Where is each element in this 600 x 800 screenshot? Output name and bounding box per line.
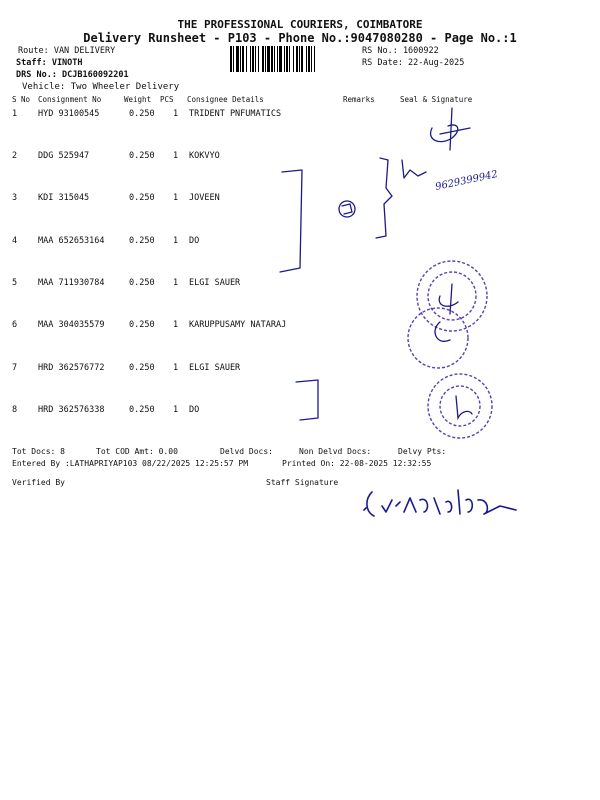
row-consignment: DDG 525947 [38, 151, 90, 161]
col-sno: S No [12, 95, 31, 104]
row-consignee: DO [189, 236, 200, 246]
row-weight: 0.250 [129, 151, 155, 161]
row-consignment: KDI 315045 [38, 193, 90, 203]
initial-mark [339, 201, 355, 217]
total-cod-amount: Tot COD Amt: 0.00 [96, 447, 178, 456]
row-pcs: 1 [173, 363, 179, 373]
row-sno: 6 [12, 320, 18, 330]
row-pcs: 1 [173, 151, 179, 161]
row-consignee: TRIDENT PNFUMATICS [189, 109, 282, 119]
staff-label: Staff: VINOTH [16, 58, 83, 68]
row-weight: 0.250 [129, 363, 155, 373]
delivered-docs: Delvd Docs: [220, 447, 273, 456]
row-consignment: HYD 93100545 [38, 109, 100, 119]
handwritten-phone: 9629399942 [434, 168, 499, 193]
row-pcs: 1 [173, 109, 179, 119]
row-weight: 0.250 [129, 405, 155, 415]
col-consignee: Consignee Details [187, 95, 264, 104]
signature-row6 [435, 322, 450, 341]
row-weight: 0.250 [129, 320, 155, 330]
drs-number: DRS No.: DCJB160092201 [16, 70, 129, 80]
row-consignee: ELGI SAUER [189, 363, 241, 373]
row-consignee: KOKVYO [189, 151, 220, 161]
row-sno: 5 [12, 278, 18, 288]
printed-on: Printed On: 22-08-2025 12:32:55 [282, 459, 432, 468]
staff-signature-text: S.VINOTH Kumar [0, 0, 9, 1]
row-sno: 7 [12, 363, 18, 373]
col-pcs: PCS [160, 95, 174, 104]
row-consignment: MAA 652653164 [38, 236, 105, 246]
signature-row8 [456, 396, 472, 418]
row-consignment: HRD 362576772 [38, 363, 105, 373]
row-consignment: MAA 304035579 [38, 320, 105, 330]
route-label: Route: VAN DELIVERY [18, 46, 116, 56]
company-title: THE PROFESSIONAL COURIERS, COIMBATORE [177, 18, 423, 31]
row-consignee: DO [189, 405, 200, 415]
delivery-points: Delvy Pts: [398, 447, 447, 456]
row-weight: 0.250 [129, 193, 155, 203]
vehicle-label: Vehicle: Two Wheeler Delivery [22, 82, 180, 92]
row-pcs: 1 [173, 278, 179, 288]
row-sno: 2 [12, 151, 18, 161]
row-sno: 1 [12, 109, 18, 119]
row-weight: 0.250 [129, 236, 155, 246]
row-pcs: 1 [173, 236, 179, 246]
row-sno: 8 [12, 405, 18, 415]
stamp-circle [408, 308, 468, 368]
row-sno: 3 [12, 193, 18, 203]
row-consignee: KARUPPUSAMY NATARAJ [189, 320, 287, 330]
verified-by-label: Verified By [12, 478, 65, 487]
row-consignment: MAA 711930784 [38, 278, 105, 288]
staff-signature [364, 490, 516, 516]
rs-date: RS Date: 22-Aug-2025 [362, 58, 465, 68]
bracket-mark [376, 158, 392, 238]
col-remarks: Remarks [343, 95, 375, 104]
col-consignment: Consignment No [38, 95, 102, 104]
row-pcs: 1 [173, 320, 179, 330]
staff-signature-label: Staff Signature [266, 478, 339, 487]
non-delivered-docs: Non Delvd Docs: [299, 447, 372, 456]
row-consignee: ELGI SAUER [189, 278, 241, 288]
rs-number: RS No.: 1600922 [362, 46, 439, 56]
row-consignee: JOVEEN [189, 193, 220, 203]
row-consignment: HRD 362576338 [38, 405, 105, 415]
col-weight: Weight [124, 95, 152, 104]
stamp-circle [428, 374, 492, 438]
row-sno: 4 [12, 236, 18, 246]
signature-row1 [431, 108, 470, 150]
total-docs: Tot Docs: 8 [12, 447, 65, 456]
row-pcs: 1 [173, 193, 179, 203]
row-weight: 0.250 [129, 109, 155, 119]
col-seal-signature: Seal & Signature [400, 95, 473, 104]
row-weight: 0.250 [129, 278, 155, 288]
bracket-row8 [296, 380, 318, 420]
row-pcs: 1 [173, 405, 179, 415]
runsheet-subtitle: Delivery Runsheet - P103 - Phone No.:9047080280 - Page No.:1 [83, 31, 517, 45]
row2-initials [402, 160, 426, 178]
entered-by: Entered By :LATHAPRIYAP103 08/22/2025 12:25:57 PM [12, 459, 249, 468]
bracket-left [280, 170, 302, 272]
